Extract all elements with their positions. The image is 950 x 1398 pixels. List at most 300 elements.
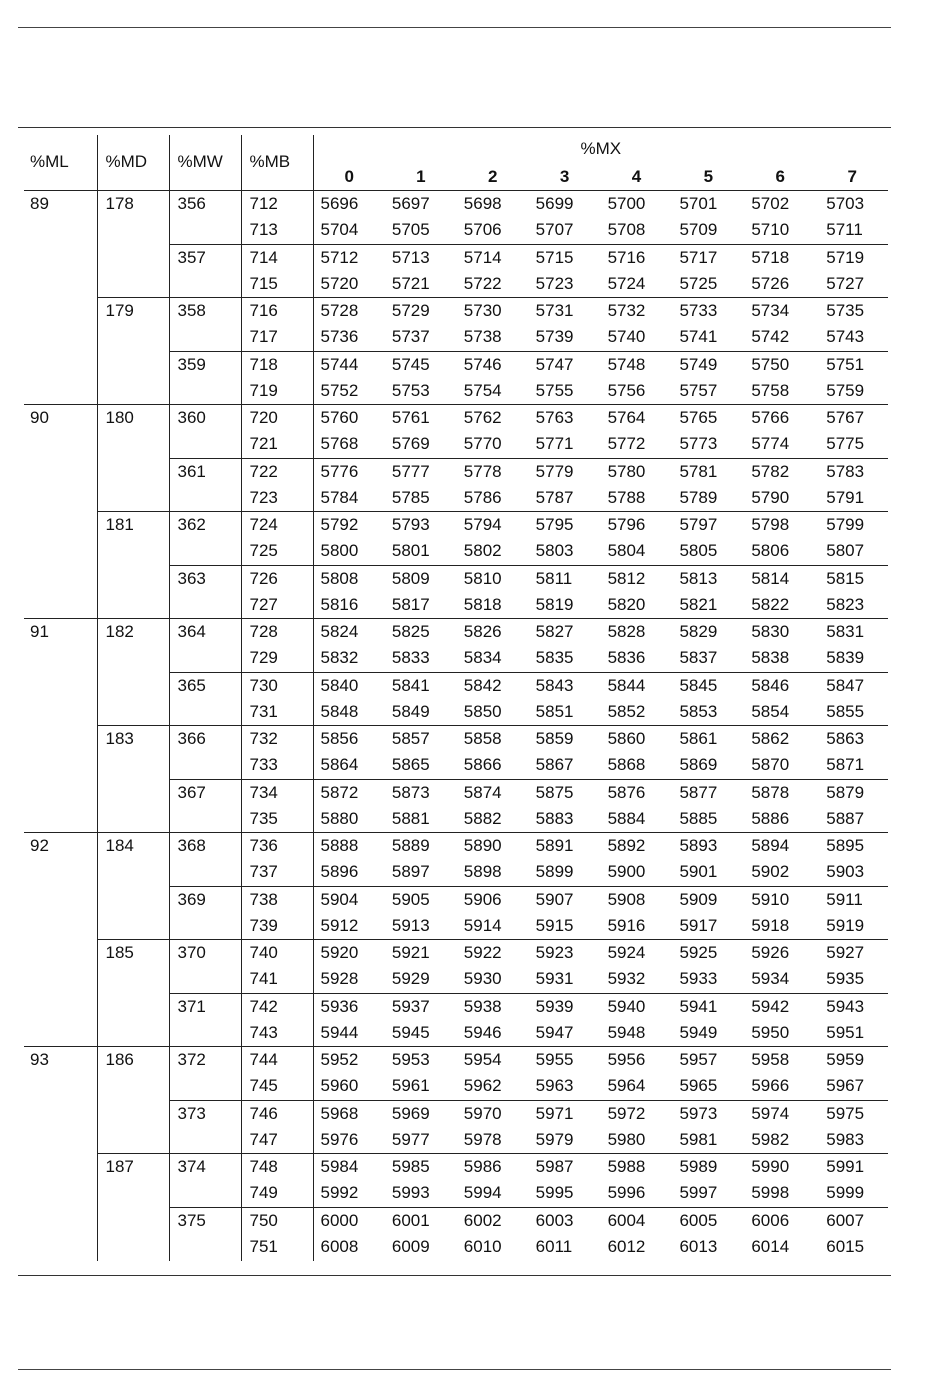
cell-mx: 5757 xyxy=(679,380,718,400)
cell-mx: 5818 xyxy=(463,594,502,614)
cell-mb: 720 xyxy=(241,405,313,432)
cell-mx: 6001 xyxy=(385,1207,457,1234)
cell-mx: 5995 xyxy=(535,1183,574,1203)
cell-mx: 5834 xyxy=(463,648,502,668)
cell-mx: 6010 xyxy=(463,1237,502,1257)
cell-mx: 5793 xyxy=(385,512,457,539)
cell-mx: 5825 xyxy=(385,619,457,646)
cell-mx: 5949 xyxy=(679,1022,718,1042)
cell-mx: 5851 xyxy=(535,701,574,721)
cell-mx: 5756 xyxy=(607,380,646,400)
cell-md: 185 xyxy=(97,940,169,1047)
cell-mx: 5919 xyxy=(826,915,865,935)
cell-mx: 5770 xyxy=(463,434,502,454)
cell-mx: 5715 xyxy=(529,244,601,271)
cell-mx: 5979 xyxy=(535,1129,574,1149)
cell-ml: 90 xyxy=(24,405,97,619)
cell-mx: 5961 xyxy=(391,1076,430,1096)
cell-mx: 5864 xyxy=(320,755,359,775)
cell-mx: 5871 xyxy=(826,755,865,775)
cell-mx: 5853 xyxy=(679,701,718,721)
cell-mx: 5706 xyxy=(463,220,502,240)
cell-mw: 356 xyxy=(169,191,241,245)
cell-ml: 89 xyxy=(24,191,97,405)
cell-mx: 5946 xyxy=(463,1022,502,1042)
cell-mx: 6004 xyxy=(601,1207,673,1234)
cell-mx: 5891 xyxy=(529,833,601,860)
cell-mx: 5830 xyxy=(744,619,816,646)
cell-mx: 5829 xyxy=(672,619,744,646)
cell-mb: 751 xyxy=(241,1234,313,1261)
cell-mx: 5823 xyxy=(826,594,865,614)
table-row xyxy=(24,726,888,753)
cell-mx: 5836 xyxy=(607,648,646,668)
cell-mx: 5877 xyxy=(672,779,744,806)
cell-mx: 5923 xyxy=(529,940,601,967)
cell-mx: 5788 xyxy=(607,487,646,507)
cell-mx: 5771 xyxy=(535,434,574,454)
cell-mx: 5814 xyxy=(744,565,816,592)
cell-mb: 721 xyxy=(241,431,313,458)
table-row xyxy=(24,619,888,646)
header-mx-bit: 0 xyxy=(313,163,385,191)
cell-mx: 5810 xyxy=(457,565,529,592)
cell-mx: 5815 xyxy=(816,565,888,592)
cell-md: 184 xyxy=(97,833,169,940)
cell-mx: 5749 xyxy=(672,351,744,378)
header-mx-bit: 5 xyxy=(672,163,744,191)
cell-mw: 367 xyxy=(169,779,241,833)
cell-mx: 5723 xyxy=(535,273,574,293)
cell-mx: 5760 xyxy=(313,405,385,432)
cell-mx: 5746 xyxy=(457,351,529,378)
cell-mx: 5841 xyxy=(385,672,457,699)
cell-mx: 5839 xyxy=(826,648,865,668)
cell-mx: 6002 xyxy=(457,1207,529,1234)
cell-mx: 5929 xyxy=(391,969,430,989)
cell-mw: 368 xyxy=(169,833,241,887)
cell-mx: 5922 xyxy=(457,940,529,967)
cell-mx: 5850 xyxy=(463,701,502,721)
cell-mx: 5804 xyxy=(607,541,646,561)
cell-mx: 5741 xyxy=(679,327,718,347)
cell-mx: 5870 xyxy=(751,755,790,775)
cell-mx: 5931 xyxy=(535,969,574,989)
cell-mx: 5879 xyxy=(816,779,888,806)
cell-mb: 726 xyxy=(241,565,313,592)
cell-mx: 5978 xyxy=(463,1129,502,1149)
cell-mx: 5821 xyxy=(679,594,718,614)
cell-mx: 5772 xyxy=(607,434,646,454)
cell-mx: 5882 xyxy=(463,808,502,828)
cell-mb: 725 xyxy=(241,538,313,565)
cell-mx: 5998 xyxy=(751,1183,790,1203)
cell-mx: 5938 xyxy=(457,993,529,1020)
cell-mx: 5754 xyxy=(463,380,502,400)
cell-mx: 5703 xyxy=(826,194,865,214)
header-mx-bit: 6 xyxy=(744,163,816,191)
cell-mx: 5816 xyxy=(320,594,359,614)
cell-mb: 731 xyxy=(241,699,313,726)
cell-mx: 5905 xyxy=(385,886,457,913)
cell-mb: 746 xyxy=(241,1100,313,1127)
cell-mx: 5971 xyxy=(529,1100,601,1127)
cell-mx: 5908 xyxy=(601,886,673,913)
table-row xyxy=(24,833,888,860)
cell-mx: 5989 xyxy=(672,1154,744,1181)
cell-mx: 5738 xyxy=(463,327,502,347)
cell-mx: 5977 xyxy=(391,1129,430,1149)
cell-mx: 5813 xyxy=(672,565,744,592)
cell-mx: 5805 xyxy=(679,541,718,561)
cell-mx: 5932 xyxy=(607,969,646,989)
cell-mx: 5987 xyxy=(529,1154,601,1181)
cell-mx: 6007 xyxy=(816,1207,888,1234)
cell-mx: 5778 xyxy=(457,458,529,485)
cell-mx: 5939 xyxy=(529,993,601,1020)
cell-mx: 5880 xyxy=(320,808,359,828)
cell-mx: 5708 xyxy=(607,220,646,240)
cell-mx: 5845 xyxy=(672,672,744,699)
cell-mx: 5943 xyxy=(816,993,888,1020)
cell-mx: 5833 xyxy=(391,648,430,668)
cell-mx: 5994 xyxy=(463,1183,502,1203)
cell-mx: 5755 xyxy=(535,380,574,400)
cell-mx: 5712 xyxy=(313,244,385,271)
cell-mx: 5790 xyxy=(751,487,790,507)
cell-mb: 740 xyxy=(241,940,313,967)
cell-mx: 5820 xyxy=(607,594,646,614)
cell-mx: 5997 xyxy=(679,1183,718,1203)
table-row xyxy=(24,191,888,218)
cell-mx: 6014 xyxy=(751,1237,790,1257)
cell-mx: 5809 xyxy=(385,565,457,592)
header-mx-bit: 7 xyxy=(816,163,888,191)
cell-mx: 5976 xyxy=(320,1129,359,1149)
cell-mx: 5764 xyxy=(601,405,673,432)
cell-mx: 5705 xyxy=(391,220,430,240)
cell-mx: 5924 xyxy=(601,940,673,967)
cell-mx: 5727 xyxy=(826,273,865,293)
cell-mx: 5837 xyxy=(679,648,718,668)
cell-mx: 5707 xyxy=(535,220,574,240)
cell-mx: 5869 xyxy=(679,755,718,775)
cell-mw: 359 xyxy=(169,351,241,405)
cell-mx: 5796 xyxy=(601,512,673,539)
cell-mw: 361 xyxy=(169,458,241,512)
cell-mb: 722 xyxy=(241,458,313,485)
cell-mx: 5840 xyxy=(313,672,385,699)
cell-mx: 5933 xyxy=(679,969,718,989)
cell-mx: 5862 xyxy=(744,726,816,753)
cell-mx: 5697 xyxy=(391,194,430,214)
cell-mx: 5824 xyxy=(313,619,385,646)
cell-mx: 5785 xyxy=(391,487,430,507)
cell-mx: 5898 xyxy=(463,862,502,882)
cell-mx: 5740 xyxy=(607,327,646,347)
cell-mx: 5921 xyxy=(385,940,457,967)
cell-mx: 5883 xyxy=(535,808,574,828)
cell-mb: 715 xyxy=(241,271,313,298)
cell-mx: 5791 xyxy=(826,487,865,507)
cell-mx: 5782 xyxy=(744,458,816,485)
cell-md: 180 xyxy=(97,405,169,512)
cell-mx: 5893 xyxy=(672,833,744,860)
cell-mx: 5967 xyxy=(826,1076,865,1096)
cell-mx: 5750 xyxy=(744,351,816,378)
cell-mx: 5927 xyxy=(816,940,888,967)
cell-mx: 5962 xyxy=(463,1076,502,1096)
cell-mx: 5911 xyxy=(816,886,888,913)
cell-mx: 5888 xyxy=(313,833,385,860)
cell-mx: 5729 xyxy=(385,298,457,325)
cell-mx: 5696 xyxy=(320,194,359,214)
cell-mx: 5798 xyxy=(744,512,816,539)
cell-mx: 5758 xyxy=(751,380,790,400)
cell-mx: 5986 xyxy=(457,1154,529,1181)
cell-mx: 5867 xyxy=(535,755,574,775)
cell-mx: 5948 xyxy=(607,1022,646,1042)
cell-mx: 5861 xyxy=(672,726,744,753)
cell-mb: 716 xyxy=(241,298,313,325)
table-body xyxy=(24,191,888,1261)
cell-mx: 5846 xyxy=(744,672,816,699)
cell-mx: 5761 xyxy=(385,405,457,432)
cell-mx: 5844 xyxy=(601,672,673,699)
cell-mx: 5993 xyxy=(391,1183,430,1203)
cell-mx: 5860 xyxy=(601,726,673,753)
cell-mx: 5952 xyxy=(313,1047,385,1074)
cell-mb: 730 xyxy=(241,672,313,699)
cell-mx: 5803 xyxy=(535,541,574,561)
header-mx: %MX xyxy=(580,139,622,158)
cell-mw: 363 xyxy=(169,565,241,619)
cell-ml: 91 xyxy=(24,619,97,833)
cell-mx: 6003 xyxy=(529,1207,601,1234)
cell-mx: 6006 xyxy=(744,1207,816,1234)
cell-mx: 5915 xyxy=(535,915,574,935)
cell-mb: 712 xyxy=(241,191,313,218)
cell-mx: 5957 xyxy=(672,1047,744,1074)
header-mx-bit: 2 xyxy=(457,163,529,191)
cell-mx: 5988 xyxy=(601,1154,673,1181)
cell-mw: 360 xyxy=(169,405,241,459)
cell-mx: 5719 xyxy=(816,244,888,271)
table-row xyxy=(24,1047,888,1074)
cell-mx: 5956 xyxy=(601,1047,673,1074)
cell-mx: 5808 xyxy=(313,565,385,592)
cell-mx: 5807 xyxy=(826,541,865,561)
cell-mx: 5920 xyxy=(313,940,385,967)
cell-mx: 5714 xyxy=(457,244,529,271)
cell-mx: 5959 xyxy=(816,1047,888,1074)
cell-mx: 5730 xyxy=(457,298,529,325)
cell-mx: 6015 xyxy=(826,1237,865,1257)
cell-mx: 6009 xyxy=(391,1237,430,1257)
cell-mx: 5718 xyxy=(744,244,816,271)
cell-mw: 373 xyxy=(169,1100,241,1154)
cell-mx: 5996 xyxy=(607,1183,646,1203)
cell-mx: 5984 xyxy=(313,1154,385,1181)
cell-mx: 5783 xyxy=(816,458,888,485)
cell-mx: 5947 xyxy=(535,1022,574,1042)
cell-mx: 5744 xyxy=(313,351,385,378)
cell-mx: 5709 xyxy=(679,220,718,240)
cell-mx: 5941 xyxy=(672,993,744,1020)
cell-mx: 5901 xyxy=(679,862,718,882)
cell-mx: 5780 xyxy=(601,458,673,485)
cell-mx: 5713 xyxy=(385,244,457,271)
cell-mx: 5811 xyxy=(529,565,601,592)
cell-mb: 729 xyxy=(241,645,313,672)
cell-mb: 714 xyxy=(241,244,313,271)
table-bottom-rule xyxy=(18,1275,891,1276)
cell-mx: 5910 xyxy=(744,886,816,913)
cell-mx: 5779 xyxy=(529,458,601,485)
cell-mx: 5990 xyxy=(744,1154,816,1181)
cell-mx: 5999 xyxy=(826,1183,865,1203)
cell-mx: 5970 xyxy=(457,1100,529,1127)
cell-mx: 5899 xyxy=(535,862,574,882)
cell-mx: 5914 xyxy=(463,915,502,935)
table-header xyxy=(24,135,888,191)
cell-mx: 5889 xyxy=(385,833,457,860)
cell-mw: 362 xyxy=(169,512,241,566)
cell-mx: 5698 xyxy=(463,194,502,214)
cell-mx: 6013 xyxy=(679,1237,718,1257)
cell-mx: 5720 xyxy=(320,273,359,293)
cell-mx: 5789 xyxy=(679,487,718,507)
cell-mw: 371 xyxy=(169,993,241,1047)
cell-mx: 5872 xyxy=(313,779,385,806)
cell-mx: 5726 xyxy=(751,273,790,293)
cell-mx: 5728 xyxy=(313,298,385,325)
cell-mx: 5716 xyxy=(601,244,673,271)
cell-mx: 5972 xyxy=(601,1100,673,1127)
cell-mx: 5701 xyxy=(679,194,718,214)
cell-mx: 5878 xyxy=(744,779,816,806)
cell-mx: 5858 xyxy=(457,726,529,753)
cell-mb: 718 xyxy=(241,351,313,378)
cell-mx: 5886 xyxy=(751,808,790,828)
cell-mx: 5704 xyxy=(320,220,359,240)
cell-mx: 5945 xyxy=(391,1022,430,1042)
cell-mx: 5874 xyxy=(457,779,529,806)
cell-mx: 5822 xyxy=(751,594,790,614)
cell-mx: 5747 xyxy=(529,351,601,378)
cell-mx: 5762 xyxy=(457,405,529,432)
cell-mx: 5831 xyxy=(816,619,888,646)
cell-mx: 5887 xyxy=(826,808,865,828)
cell-mx: 5724 xyxy=(607,273,646,293)
cell-mx: 5873 xyxy=(385,779,457,806)
cell-mx: 5787 xyxy=(535,487,574,507)
cell-mx: 5753 xyxy=(391,380,430,400)
cell-mx: 5774 xyxy=(751,434,790,454)
cell-mx: 5710 xyxy=(751,220,790,240)
cell-mx: 5849 xyxy=(391,701,430,721)
table-row xyxy=(24,1154,888,1181)
cell-mw: 369 xyxy=(169,886,241,940)
cell-mx: 5775 xyxy=(826,434,865,454)
cell-md: 182 xyxy=(97,619,169,726)
cell-mx: 5792 xyxy=(313,512,385,539)
cell-mx: 5765 xyxy=(672,405,744,432)
cell-mx: 5743 xyxy=(826,327,865,347)
cell-mx: 5913 xyxy=(391,915,430,935)
cell-mx: 5930 xyxy=(463,969,502,989)
cell-mx: 5991 xyxy=(816,1154,888,1181)
cell-mx: 5766 xyxy=(744,405,816,432)
table-row xyxy=(24,940,888,967)
cell-mb: 719 xyxy=(241,378,313,405)
cell-md: 178 xyxy=(97,191,169,298)
cell-mx: 5806 xyxy=(751,541,790,561)
cell-mx: 5847 xyxy=(816,672,888,699)
cell-mx: 5855 xyxy=(826,701,865,721)
cell-mx: 6000 xyxy=(313,1207,385,1234)
cell-mx: 5745 xyxy=(385,351,457,378)
cell-md: 187 xyxy=(97,1154,169,1261)
cell-mb: 735 xyxy=(241,806,313,833)
cell-mw: 357 xyxy=(169,244,241,298)
cell-mx: 5954 xyxy=(457,1047,529,1074)
cell-mb: 742 xyxy=(241,993,313,1020)
table-row xyxy=(24,512,888,539)
cell-mx: 5942 xyxy=(744,993,816,1020)
header-mb: %MB xyxy=(241,135,313,191)
cell-mb: 737 xyxy=(241,859,313,886)
cell-mx: 6012 xyxy=(607,1237,646,1257)
cell-md: 181 xyxy=(97,512,169,619)
cell-mx: 5854 xyxy=(751,701,790,721)
cell-mx: 5722 xyxy=(463,273,502,293)
cell-mx: 5955 xyxy=(529,1047,601,1074)
cell-mx: 5964 xyxy=(607,1076,646,1096)
cell-mb: 736 xyxy=(241,833,313,860)
cell-mx: 5859 xyxy=(529,726,601,753)
cell-mx: 5875 xyxy=(529,779,601,806)
cell-mx: 5752 xyxy=(320,380,359,400)
cell-mb: 713 xyxy=(241,217,313,244)
cell-mb: 750 xyxy=(241,1207,313,1234)
cell-mb: 717 xyxy=(241,324,313,351)
cell-mx: 5936 xyxy=(313,993,385,1020)
cell-mx: 5737 xyxy=(391,327,430,347)
table-row xyxy=(24,298,888,325)
cell-mx: 5817 xyxy=(391,594,430,614)
cell-mx: 5781 xyxy=(672,458,744,485)
cell-mb: 728 xyxy=(241,619,313,646)
cell-ml: 93 xyxy=(24,1047,97,1261)
cell-mx: 5857 xyxy=(385,726,457,753)
cell-mx: 5763 xyxy=(529,405,601,432)
cell-mx: 5903 xyxy=(826,862,865,882)
cell-mx: 5866 xyxy=(463,755,502,775)
cell-mw: 358 xyxy=(169,298,241,352)
cell-mx: 5912 xyxy=(320,915,359,935)
cell-mx: 5702 xyxy=(751,194,790,214)
cell-mx: 5884 xyxy=(607,808,646,828)
header-mx-bit: 3 xyxy=(529,163,601,191)
cell-mx: 5742 xyxy=(751,327,790,347)
table-row xyxy=(24,405,888,432)
cell-mx: 5739 xyxy=(535,327,574,347)
cell-md: 183 xyxy=(97,726,169,833)
table-top-rule xyxy=(18,127,891,128)
cell-mx: 5827 xyxy=(529,619,601,646)
cell-mx: 5835 xyxy=(535,648,574,668)
